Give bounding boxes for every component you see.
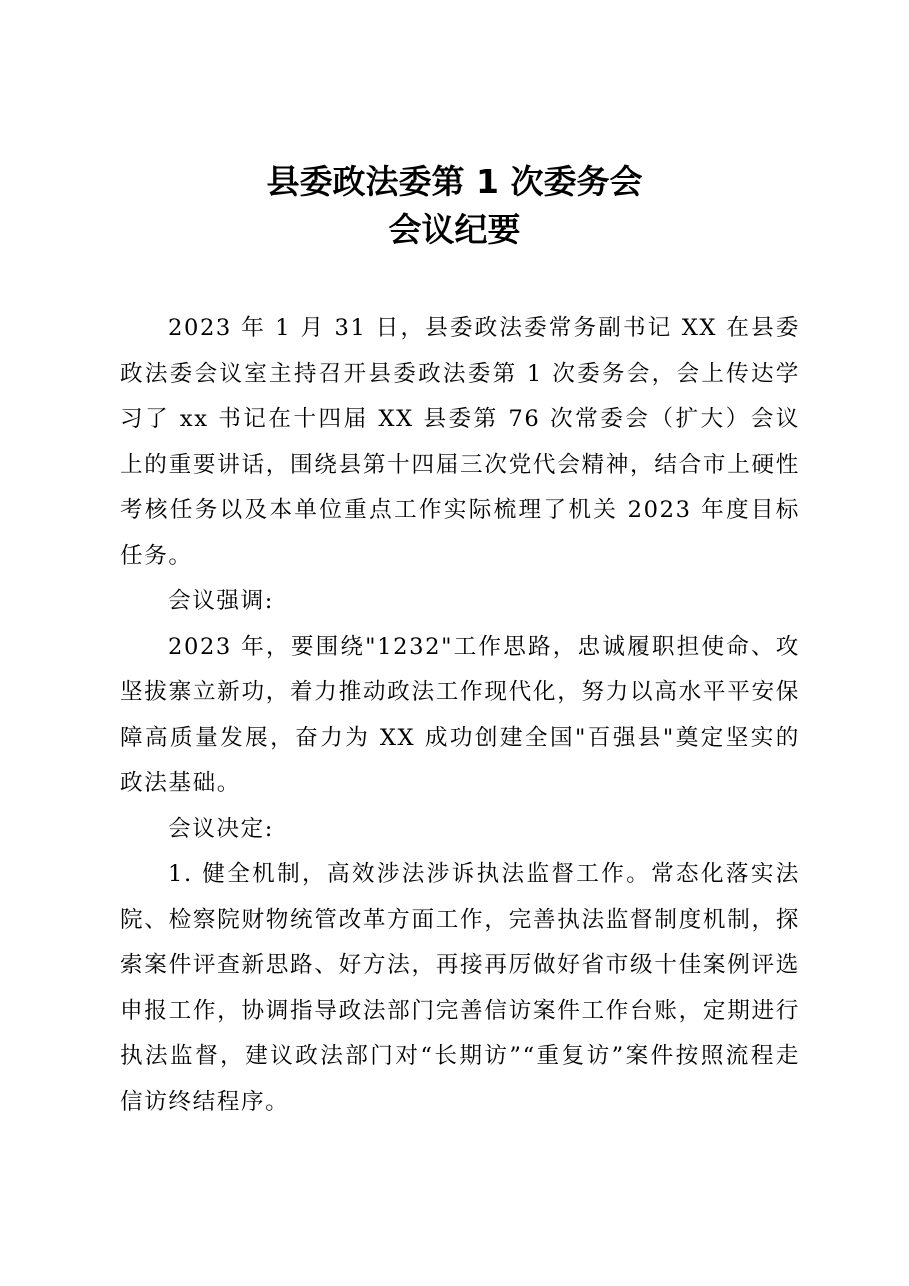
title-line-1: 县委政法委第 1 次委务会 (266, 162, 643, 201)
title-line-2: 会议纪要 (388, 210, 521, 249)
document-title (0, 158, 909, 254)
document-body (120, 306, 800, 1125)
paragraph-emphasis-content: 2023 年，要围绕"1232"工作思路，忠诚履职担使命、攻坚拔寨立新功，着力推动政法工作现代化，努力以高水平平安保障高质量发展，奋力为 XX 成功创建全国"百强县"奠定坚实的政法基础。 (120, 633, 800, 796)
paragraph-meeting-summary: 2023 年 1 月 31 日，县委政法委常务副书记 XX 在县委政法委会议室主持召开县委政法委第 1 次委务会，会上传达学习了 xx 书记在十四届 XX 县委第 76 次常委会（扩大）会议上的重要讲话，围绕县第十四届三次党代会精神，结合市上硬性考核任务以及本单位重点工作实际梳理了机关 2023 年度目标任务。 (120, 315, 800, 569)
paragraph-decision-item-1: 1. 健全机制，高效涉法涉诉执法监督工作。常态化落实法院、检察院财物统管改革方面工作，完善执法监督制度机制，探索案件评查新思路、好方法，再接再厉做好省市级十佳案例评选申报工作，协调指导政法部门完善信访案件工作台账，定期进行执法监督，建议政法部门对“长期访”“重复访”案件按照流程走信访终结程序。 (120, 861, 800, 1115)
paragraph-emphasis-heading: 会议强调: (168, 588, 274, 614)
paragraph-decision-heading: 会议决定: (168, 815, 274, 842)
